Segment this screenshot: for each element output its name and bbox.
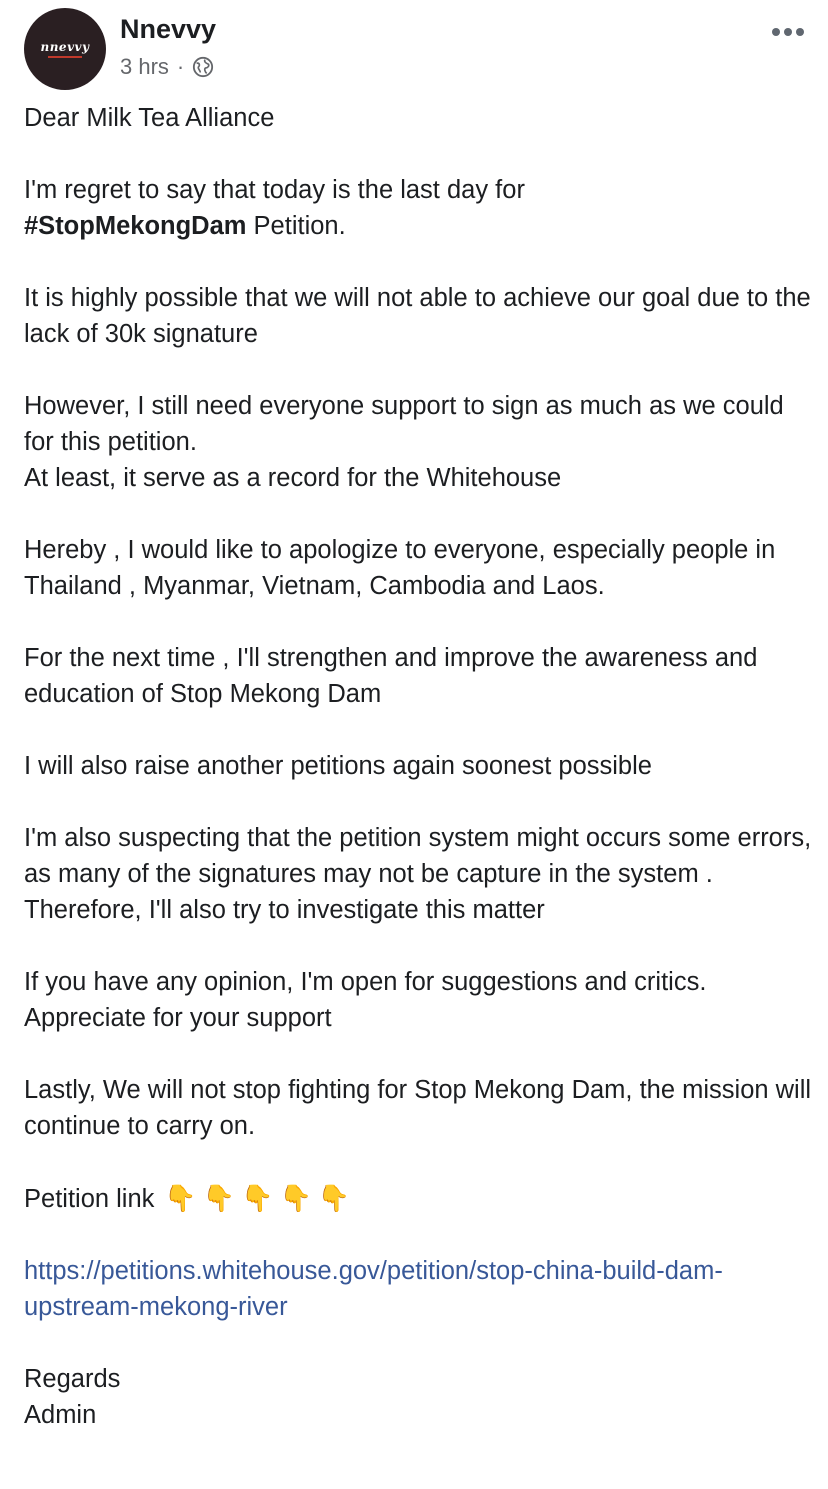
post-paragraph-3 — [24, 388, 814, 496]
sign-off-admin: Admin — [24, 1401, 97, 1429]
meta-separator: · — [176, 54, 185, 79]
post-paragraph-4: Hereby , I would like to apologize to everyone, especially people in Thailand , Myanmar, Vietnam, Cambodia and Laos. — [24, 536, 776, 600]
post-paragraph-5: For the next time , I'll strengthen and improve the awareness and education of Stop Mekong Dam — [24, 644, 758, 708]
hashtag-link[interactable]: #StopMekongDam — [24, 212, 247, 240]
avatar-logo-underline — [48, 56, 82, 58]
petition-label: Petition link — [24, 1185, 155, 1213]
petition-link-row — [24, 1253, 814, 1325]
post-paragraph-9: Lastly, We will not stop fighting for Stop Mekong Dam, the mission will continue to carry on. — [24, 1076, 812, 1140]
post-text: Appreciate for your support — [24, 1004, 332, 1032]
post-greeting: Dear Milk Tea Alliance — [24, 104, 275, 132]
post-text: However, I still need everyone support to sign as much as we could for this petition. — [24, 392, 784, 456]
petition-label-row — [24, 1180, 814, 1217]
post-text: I'm regret to say that today is the last day for — [24, 176, 525, 204]
post-text: At least, it serve as a record for the Whitehouse — [24, 464, 562, 492]
more-horizontal-icon-dot — [772, 28, 780, 36]
globe-icon[interactable] — [192, 56, 214, 78]
post-body — [24, 100, 814, 1469]
more-horizontal-icon-dot — [796, 28, 804, 36]
avatar[interactable] — [24, 8, 106, 90]
post-text: Petition. — [246, 212, 346, 240]
post-paragraph-6: I will also raise another petitions again soonest possible — [24, 752, 652, 780]
post-paragraph-2: It is highly possible that we will not able to achieve our goal due to the lack of 30k signature — [24, 284, 811, 348]
author-name[interactable]: Nnevvy — [120, 14, 217, 44]
petition-link[interactable]: https://petitions.whitehouse.gov/petition/stop-china-build-dam-upstream-mekong-river — [24, 1257, 723, 1321]
post-paragraph-1 — [24, 172, 814, 244]
more-horizontal-icon-dot — [784, 28, 792, 36]
post-header — [24, 8, 804, 90]
avatar-logo-text: nnevvy — [40, 40, 90, 54]
sign-off — [24, 1361, 814, 1433]
post-meta — [120, 54, 214, 80]
post-text: If you have any opinion, I'm open for suggestions and critics. — [24, 968, 707, 996]
post-timestamp[interactable]: 3 hrs — [120, 54, 169, 79]
post-paragraph-8 — [24, 964, 814, 1036]
more-options-button[interactable] — [770, 22, 806, 42]
pointing-down-icon: 👇👇👇👇👇 — [164, 1183, 357, 1213]
post-paragraph-7: I'm also suspecting that the petition system might occurs some errors, as many of the signatures may not be capture in the system . Therefore, I'll also try to investigate this matter — [24, 824, 812, 924]
sign-off-regards: Regards — [24, 1365, 121, 1393]
